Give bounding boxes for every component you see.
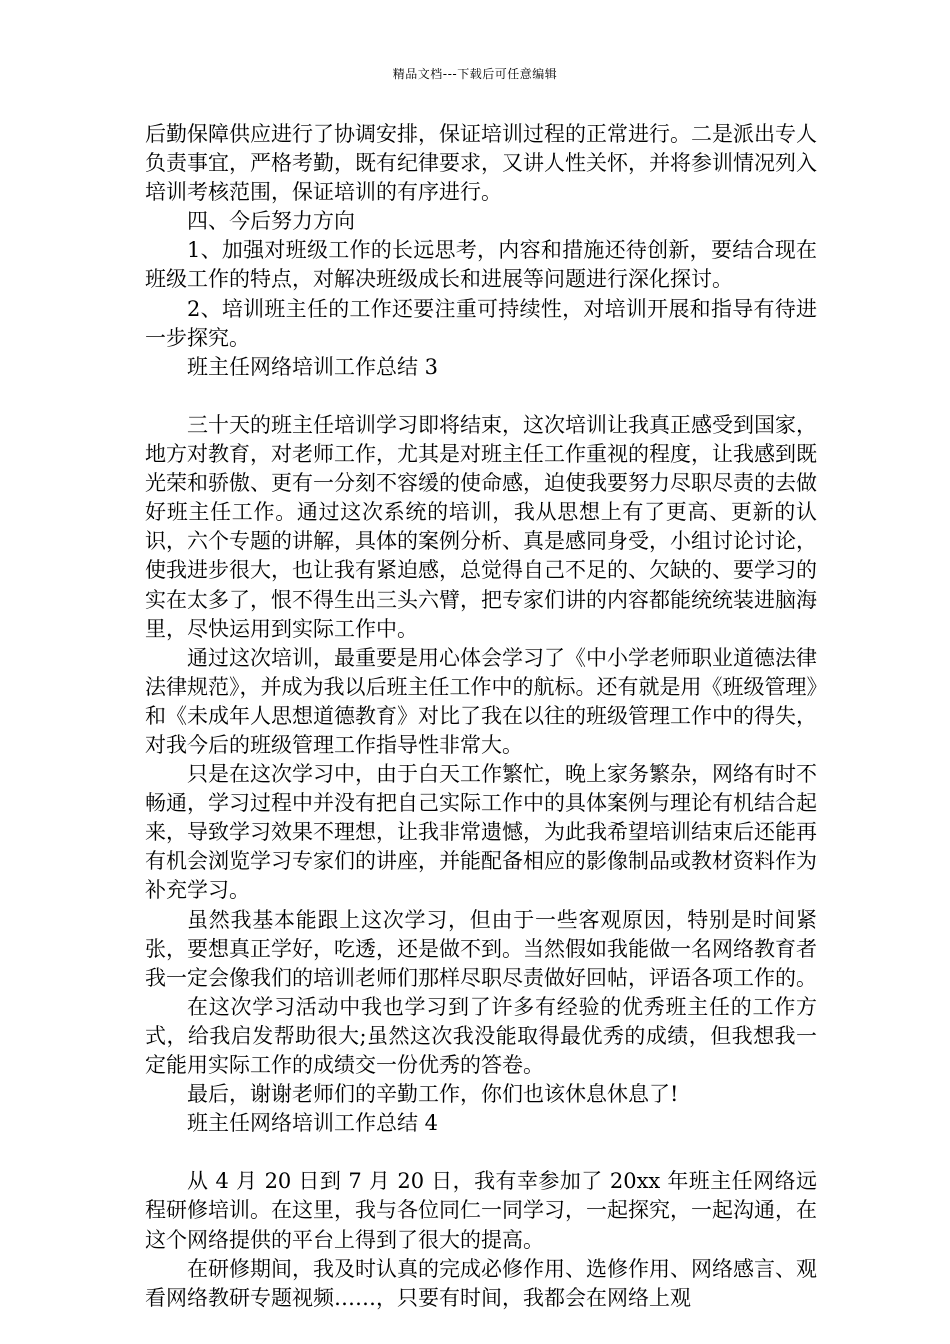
blank-line: [145, 1138, 817, 1167]
paragraph: 三十天的班主任培训学习即将结束，这次培训让我真正感受到国家，地方对教育，对老师工作，尤其是对班主任工作重视的程度，让我感到既光荣和骄傲、更有一分刻不容缓的使命感，迫使我要努力尽职尽责的去做好班主任工作。通过这次系统的培训，我从思想上有了更高、更新的认识，六个专题的讲解，具体的案例分析、真是感同身受，小组讨论讨论，使我进步很大，也让我有紧迫感，总觉得自己不足的、欠缺的、要学习的实在太多了，恨不得生出三头六臂，把专家们讲的内容都能统统装进脑海里，尽快运用到实际工作中。: [145, 412, 817, 641]
paragraph: 最后，谢谢老师们的辛勤工作，你们也该休息休息了!: [187, 1082, 679, 1107]
paragraph: 通过这次培训，最重要是用心体会学习了《中小学老师职业道德法律法律规范》，并成为我以后班主任工作中的航标。还有就是用《班级管理》和《未成年人思想道德教育》对比了我在以往的班级管理工作中的得失，对我今后的班级管理工作指导性非常大。: [145, 645, 817, 757]
paragraph: 虽然我基本能跟上这次学习，但由于一些客观原因，特别是时间紧张，要想真正学好，吃透，还是做不到。当然假如我能做一名网络教育者我一定会像我们的培训老师们那样尽职尽责做好回帖，评语各项工作的。: [145, 907, 817, 990]
section-title: 班主任网络培训工作总结 4: [187, 1111, 439, 1136]
paragraph: 后勤保障供应进行了协调安排，保证培训过程的正常进行。二是派出专人负责事宜，严格考勤，既有纪律要求，又讲人性关怀，并将参训情况列入培训考核范围，保证培训的有序进行。: [145, 122, 817, 205]
paragraph: 在研修期间，我及时认真的完成必修作用、选修作用、网络感言、观看网络教研专题视频……，只要有时间，我都会在网络上观: [145, 1256, 817, 1310]
paragraph: 1、加强对班级工作的长远思考，内容和措施还待创新，要结合现在班级工作的特点，对解决班级成长和进展等问题进行深化探讨。: [145, 238, 817, 292]
paragraph: 只是在这次学习中，由于白天工作繁忙，晚上家务繁杂，网络有时不畅通，学习过程中并没有把自己实际工作中的具体案例与理论有机结合起来，导致学习效果不理想，让我非常遗憾，为此我希望培训结束后还能再有机会浏览学习专家们的讲座，并能配备相应的影像制品或教材资料作为补充学习。: [145, 762, 817, 903]
paragraph: 从 4 月 20 日到 7 月 20 日，我有幸参加了 20xx 年班主任网络远程研修培训。在这里，我与各位同仁一同学习，一起探究，一起沟通，在这个网络提供的平台上得到了很大的提高。: [145, 1169, 817, 1252]
section-title: 班主任网络培训工作总结 3: [187, 354, 439, 379]
paragraph: 在这次学习活动中我也学习到了许多有经验的优秀班主任的工作方式，给我启发帮助很大;虽然这次我没能取得最优秀的成绩，但我想我一定能用实际工作的成绩交一份优秀的答卷。: [145, 994, 817, 1077]
page-header: 精品文档---下载后可任意编辑: [392, 67, 558, 81]
paragraph: 2、培训班主任的工作还要注重可持续性，对培训开展和指导有待进一步探究。: [145, 296, 817, 350]
section-heading: 四、今后努力方向: [187, 209, 355, 234]
document-body: [145, 120, 817, 1313]
blank-line: [145, 382, 817, 411]
